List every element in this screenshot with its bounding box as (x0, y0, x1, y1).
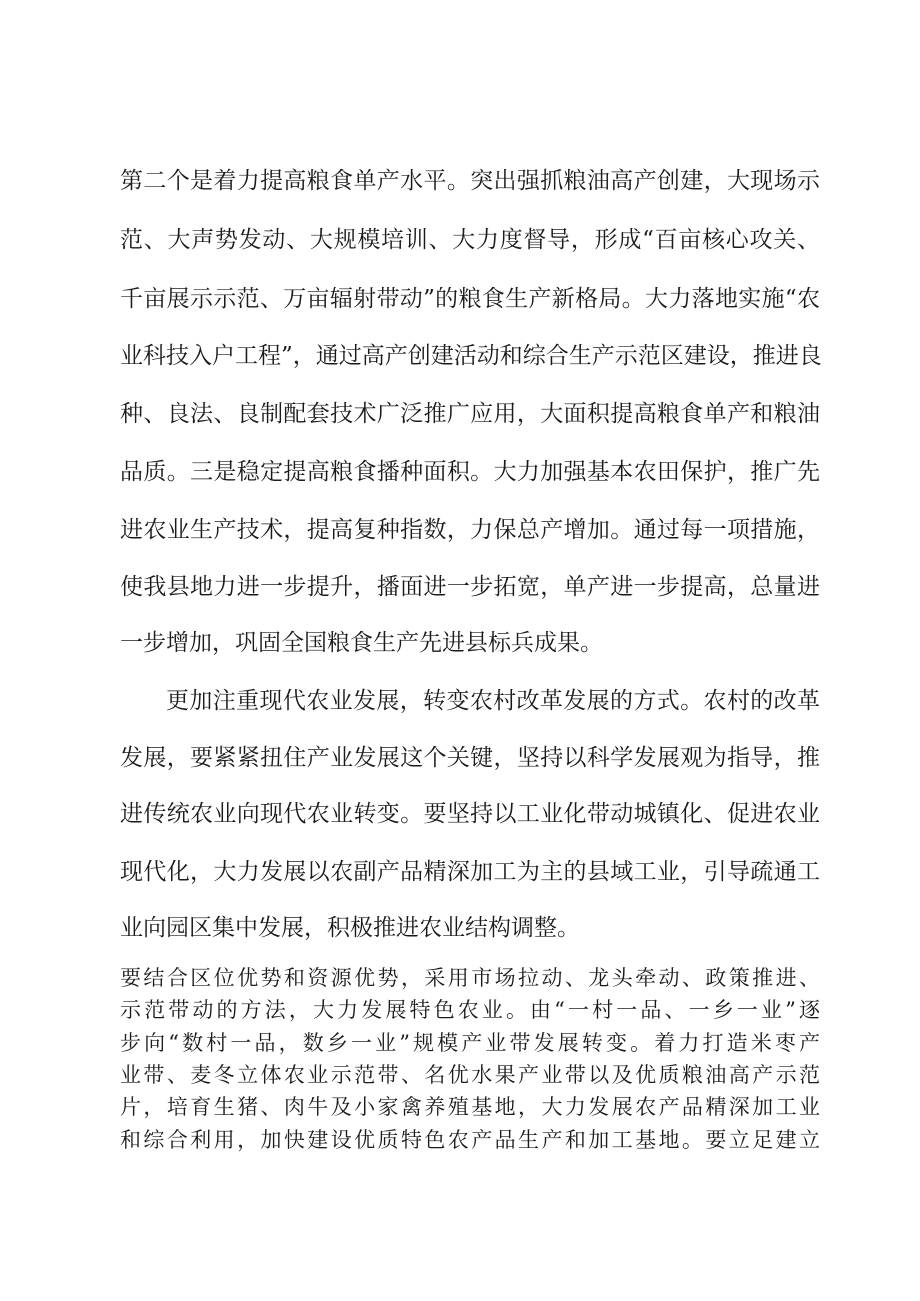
paragraph-line: 千亩展示示范、万亩辐射带动”的粮食生产新格局。大力落地实施“农 (120, 286, 820, 312)
paragraph-line: 种、良法、良制配套技术广泛推广应用，大面积提高粮食单产和粮油 (120, 401, 820, 427)
paragraph-line: 示范带动的方法，大力发展特色农业。由“一村一品、一乡一业”逐 (120, 998, 820, 1022)
paragraph-line: 业带、麦冬立体农业示范带、名优水果产业带以及优质粮油高产示范 (120, 1063, 820, 1087)
paragraph-line: 品质。三是稳定提高粮食播种面积。大力加强基本农田保护，推广先 (120, 459, 820, 485)
paragraph-line: 和综合利用，加快建设优质特色农产品生产和加工基地。要立足建立 (120, 1128, 820, 1152)
paragraph-line: 发展，要紧紧扭住产业发展这个关键，坚持以科学发展观为指导，推 (120, 745, 820, 771)
paragraph-line: 现代化，大力发展以农副产品精深加工为主的县域工业，引导疏通工 (120, 859, 820, 885)
paragraph-line: 进传统农业向现代农业转变。要坚持以工业化带动城镇化、促进农业 (120, 801, 820, 827)
paragraph-line: 要结合区位优势和资源优势，采用市场拉动、龙头牵动、政策推进、 (120, 966, 820, 990)
paragraph-line: 进农业生产技术，提高复种指数，力保总产增加。通过每一项措施， (120, 517, 820, 543)
paragraph-line: 业科技入户工程”，通过高产创建活动和综合生产示范区建设，推进良 (120, 343, 822, 369)
paragraph-line: 范、大声势发动、大规模培训、大力度督导，形成“百亩核心攻关、 (120, 227, 820, 253)
paragraph-line: 一步增加，巩固全国粮食生产先进县标兵成果。 (120, 630, 603, 656)
paragraph-line: 第二个是着力提高粮食单产水平。突出强抓粮油高产创建，大现场示 (120, 168, 820, 194)
paragraph-line: 更加注重现代农业发展，转变农村改革发展的方式。农村的改革 (166, 688, 820, 714)
paragraph-line: 使我县地力进一步提升，播面进一步拓宽，单产进一步提高，总量进 (120, 574, 820, 600)
paragraph-line: 步向“数村一品，数乡一业”规模产业带发展转变。着力打造米枣产 (120, 1031, 820, 1055)
paragraph-line: 片，培育生猪、肉牛及小家禽养殖基地，大力发展农产品精深加工业 (120, 1095, 820, 1119)
paragraph-line: 业向园区集中发展，积极推进农业结构调整。 (120, 915, 580, 941)
